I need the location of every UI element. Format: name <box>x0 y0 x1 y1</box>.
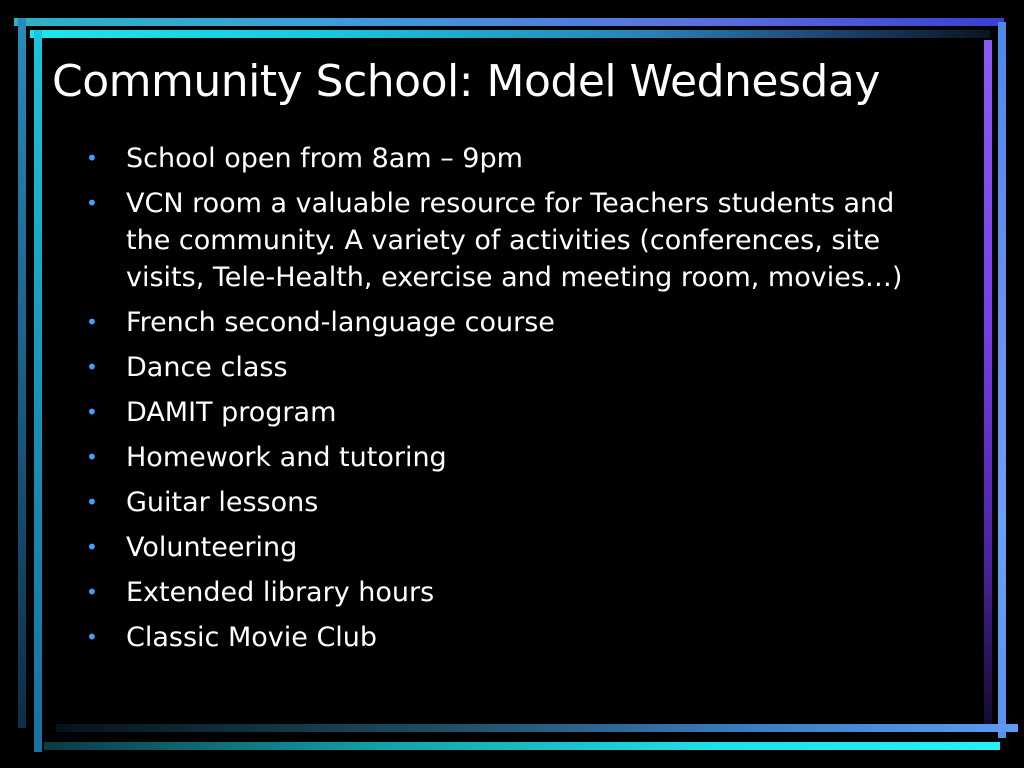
bullet-point-icon: • <box>86 146 98 170</box>
bullet-point-icon: • <box>86 445 98 469</box>
bullet-item <box>86 439 926 476</box>
bullet-text: School open from 8am – 9pm <box>126 143 523 174</box>
bullet-item <box>86 574 926 611</box>
bullet-list <box>86 140 926 664</box>
frame-bar-top-outer <box>14 18 1004 26</box>
bullet-item <box>86 529 926 566</box>
frame-bar-right-inner <box>984 40 992 730</box>
bullet-point-icon: • <box>86 355 98 379</box>
frame-bar-top-inner <box>30 30 990 38</box>
bullet-text: VCN room a valuable resource for Teachers students and the community. A variety of activities (conferences, site visits, Tele-Health, exercise and meeting room, movies…) <box>126 188 903 293</box>
bullet-point-icon: • <box>86 535 98 559</box>
bullet-text: Guitar lessons <box>126 487 319 518</box>
bullet-item <box>86 484 926 521</box>
bullet-text: Homework and tutoring <box>126 442 447 473</box>
bullet-point-icon: • <box>86 191 98 215</box>
bullet-item <box>86 619 926 656</box>
bullet-item <box>86 349 926 386</box>
bullet-text: Classic Movie Club <box>126 622 378 653</box>
bullet-text: Extended library hours <box>126 577 435 608</box>
bullet-text: French second-language course <box>126 307 555 338</box>
frame-bar-bottom-inner <box>56 724 1018 732</box>
bullet-point-icon: • <box>86 310 98 334</box>
bullet-point-icon: • <box>86 625 98 649</box>
bullet-item <box>86 185 926 296</box>
slide-title: Community School: Model Wednesday <box>52 56 880 107</box>
frame-bar-left-inner <box>34 30 42 752</box>
bullet-item <box>86 394 926 431</box>
bullet-point-icon: • <box>86 580 98 604</box>
bullet-item <box>86 304 926 341</box>
bullet-item <box>86 140 926 177</box>
frame-bar-right-outer <box>998 22 1006 738</box>
bullet-point-icon: • <box>86 400 98 424</box>
bullet-text: Dance class <box>126 352 288 383</box>
frame-bar-left-outer <box>18 18 26 728</box>
frame-bar-bottom-outer <box>44 742 1000 750</box>
bullet-text: Volunteering <box>126 532 298 563</box>
bullet-text: DAMIT program <box>126 397 337 428</box>
bullet-point-icon: • <box>86 490 98 514</box>
